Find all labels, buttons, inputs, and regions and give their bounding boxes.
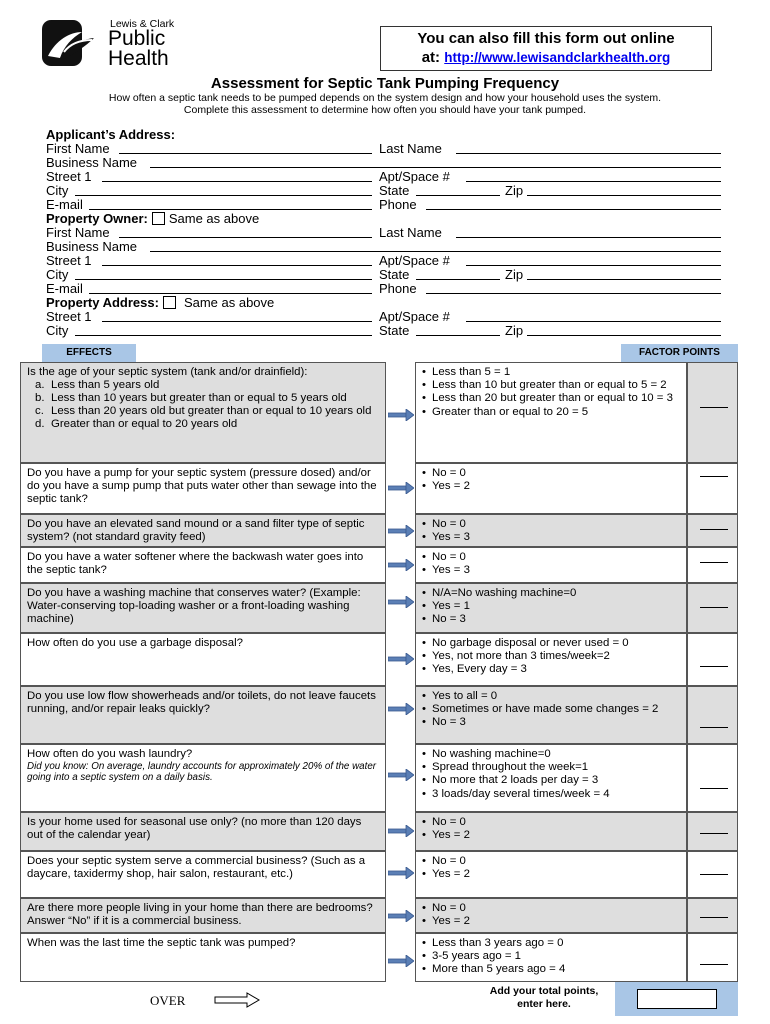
table-row	[20, 463, 738, 514]
label-apt: Apt/Space #	[379, 253, 450, 268]
option-key: c.	[35, 405, 44, 417]
arrow-right-icon	[388, 825, 414, 837]
table-row	[20, 583, 738, 633]
online-form-notice	[380, 26, 712, 71]
answer-cell	[415, 362, 687, 463]
label-phone: Phone	[379, 281, 417, 296]
laundry-note: Did you know: On average, laundry accounts for approximately 20% of the water going into a septic system on a daily basis.	[27, 761, 377, 783]
table-row	[20, 744, 738, 812]
arrow-right-icon	[388, 769, 414, 781]
question-cell: When was the last time the septic tank was pumped?	[20, 933, 386, 982]
answer-option: • No = 0	[422, 551, 682, 564]
table-row	[20, 898, 738, 933]
owner-first-name-field[interactable]	[119, 225, 372, 238]
applicant-apt-field[interactable]	[466, 169, 721, 182]
answer-option: • Yes = 1	[422, 600, 682, 613]
owner-phone-field[interactable]	[426, 281, 721, 294]
owner-heading: Property Owner:	[46, 211, 148, 226]
logo	[42, 18, 212, 70]
answer-option: • Yes, Every day = 3	[422, 663, 682, 676]
factor-points-header: FACTOR POINTS	[621, 344, 738, 362]
table-row	[20, 633, 738, 686]
answer-cell	[415, 514, 687, 547]
property-state-field[interactable]	[416, 323, 500, 336]
logo-org: Lewis & Clark	[110, 18, 175, 30]
arrow-right-icon	[388, 596, 414, 608]
label-last-name: Last Name	[379, 141, 442, 156]
label-city: City	[46, 267, 69, 282]
property-same-checkbox[interactable]	[163, 296, 176, 309]
table-row	[20, 812, 738, 851]
answer-option: • Less than 5 = 1	[422, 366, 682, 379]
answer-option: • No more that 2 loads per day = 3	[422, 774, 682, 787]
label-first-name: First Name	[46, 225, 110, 240]
label-city: City	[46, 183, 69, 198]
arrow-right-icon	[388, 559, 414, 571]
arrow-right-icon	[388, 955, 414, 967]
label-business-name: Business Name	[46, 155, 138, 170]
answer-option: • 3-5 years ago = 1	[422, 950, 682, 963]
option-text: Greater than or equal to 20 years old	[51, 418, 238, 430]
answer-option: • Yes = 2	[422, 829, 682, 842]
answer-option: • More than 5 years ago = 4	[422, 963, 682, 976]
points-field[interactable]	[687, 362, 738, 463]
table-row	[20, 851, 738, 898]
option-key: a.	[35, 379, 45, 391]
label-city: City	[46, 323, 69, 338]
total-points-area	[615, 982, 738, 1016]
answer-option: • No = 0	[422, 816, 682, 829]
points-field[interactable]	[687, 633, 738, 686]
question-cell	[20, 362, 386, 463]
answer-option: • No = 3	[422, 716, 682, 729]
answer-cell	[415, 583, 687, 633]
label-phone: Phone	[379, 197, 417, 212]
points-field[interactable]	[687, 898, 738, 933]
applicant-email-field[interactable]	[89, 197, 372, 210]
applicant-city-field[interactable]	[75, 183, 372, 196]
label-zip: Zip	[505, 323, 524, 338]
label-email: E-mail	[46, 281, 83, 296]
answer-option: • No = 0	[422, 518, 682, 531]
owner-same-label: Same as above	[168, 211, 260, 226]
label-zip: Zip	[505, 267, 524, 282]
answer-cell	[415, 898, 687, 933]
question-cell: Do you use low flow showerheads and/or toilets, do not leave faucets running, and/or repair leaks quickly?	[20, 686, 386, 744]
answer-option: • No garbage disposal or never used = 0	[422, 637, 682, 650]
over-label: OVER	[150, 993, 186, 1008]
subtitle-1: How often a septic tank needs to be pumped depends on the system design and how your household uses the system.	[108, 92, 662, 104]
property-heading: Property Address:	[46, 295, 159, 310]
answer-option: • Yes to all = 0	[422, 690, 682, 703]
points-field[interactable]	[687, 933, 738, 982]
question-cell: Do you have a pump for your septic system (pressure dosed) and/or do you have a sump pump that puts water other than sewage into the septic tank?	[20, 463, 386, 514]
answer-option: • Yes = 2	[422, 480, 682, 493]
answer-option: • N/A=No washing machine=0	[422, 587, 682, 600]
answer-option: • Greater than or equal to 20 = 5	[422, 406, 682, 419]
applicant-first-name-field[interactable]	[119, 141, 372, 154]
age-options	[27, 379, 379, 431]
points-field[interactable]	[687, 514, 738, 547]
question-cell: How often do you use a garbage disposal?	[20, 633, 386, 686]
table-row	[20, 514, 738, 547]
label-state: State	[379, 183, 410, 198]
answer-option: • Spread throughout the week=1	[422, 761, 682, 774]
subtitle-2: Complete this assessment to determine how often you should have your tank pumped.	[183, 104, 587, 116]
table-row	[20, 547, 738, 583]
answer-option: • Yes, not more than 3 times/week=2	[422, 650, 682, 663]
label-state: State	[379, 323, 410, 338]
question-cell: Are there more people living in your home than there are bedrooms? Answer “No” if it is a commercial business.	[20, 898, 386, 933]
answer-cell	[415, 633, 687, 686]
label-apt: Apt/Space #	[379, 169, 450, 184]
answer-option: • 3 loads/day several times/week = 4	[422, 788, 682, 801]
table-header	[42, 344, 738, 362]
answer-option: • Less than 20 but greater than or equal to 10 = 3	[422, 392, 682, 405]
answer-option: • Less than 3 years ago = 0	[422, 937, 682, 950]
arrow-right-icon	[388, 867, 414, 879]
answer-option: • No = 0	[422, 855, 682, 868]
applicant-last-name-field[interactable]	[456, 141, 721, 154]
property-city-field[interactable]	[75, 323, 372, 336]
owner-same-checkbox[interactable]	[152, 212, 165, 225]
label-street: Street 1	[46, 169, 92, 184]
online-line1: You can also fill this form out online	[417, 30, 675, 47]
answer-option: • Yes = 2	[422, 868, 682, 881]
answer-cell	[415, 547, 687, 583]
add-total-label: Add your total points, enter here.	[489, 985, 599, 1010]
applicant-zip-field[interactable]	[527, 183, 721, 196]
answer-cell	[415, 851, 687, 898]
owner-zip-field[interactable]	[527, 267, 721, 280]
arrow-right-icon	[388, 653, 414, 665]
points-field[interactable]	[687, 463, 738, 514]
answer-option: • Yes = 3	[422, 531, 682, 544]
points-field[interactable]	[687, 812, 738, 851]
logo-line2: Health	[108, 47, 169, 70]
owner-business-name-field[interactable]	[150, 239, 721, 252]
arrow-right-icon	[388, 910, 414, 922]
property-apt-field[interactable]	[466, 309, 721, 322]
label-state: State	[379, 267, 410, 282]
total-points-field[interactable]	[637, 989, 717, 1009]
label-first-name: First Name	[46, 141, 110, 156]
owner-apt-field[interactable]	[466, 253, 721, 266]
property-same-label: Same as above	[183, 295, 275, 310]
applicant-business-name-field[interactable]	[150, 155, 721, 168]
question-cell: Is your home used for seasonal use only? (no more than 120 days out of the calendar year)	[20, 812, 386, 851]
points-field[interactable]	[687, 547, 738, 583]
answer-option: • Sometimes or have made some changes = 2	[422, 703, 682, 716]
property-zip-field[interactable]	[527, 323, 721, 336]
logo-leaf-icon	[42, 20, 100, 66]
answer-cell	[415, 933, 687, 982]
answer-option: • No washing machine=0	[422, 748, 682, 761]
option-key: d.	[35, 418, 45, 430]
arrow-right-icon	[388, 703, 414, 715]
points-field[interactable]	[687, 744, 738, 812]
label-zip: Zip	[505, 183, 524, 198]
question-text: Is the age of your septic system (tank and/or drainfield):	[27, 366, 308, 378]
applicant-street-field[interactable]	[102, 169, 372, 182]
points-field[interactable]	[687, 583, 738, 633]
label-street: Street 1	[46, 253, 92, 268]
table-row	[20, 362, 738, 463]
owner-city-field[interactable]	[75, 267, 372, 280]
effects-header: EFFECTS	[42, 344, 136, 362]
question-text: How often do you wash laundry?	[27, 748, 193, 760]
option-key: b.	[35, 392, 45, 404]
answer-option: • Less than 10 but greater than or equal to 5 = 2	[422, 379, 682, 392]
page-title: Assessment for Septic Tank Pumping Frequency	[210, 75, 560, 92]
owner-last-name-field[interactable]	[456, 225, 721, 238]
label-apt: Apt/Space #	[379, 309, 450, 324]
website-link[interactable]: http://www.lewisandclarkhealth.org	[444, 50, 671, 65]
question-cell: Does your septic system serve a commercial business? (Such as a daycare, taxidermy shop, hair salon, restaurant, etc.)	[20, 851, 386, 898]
answer-cell	[415, 463, 687, 514]
owner-street-field[interactable]	[102, 253, 372, 266]
owner-state-field[interactable]	[416, 267, 500, 280]
question-cell: Do you have a washing machine that conserves water? (Example: Water-conserving top-loading washer or a front-loading washing machine)	[20, 583, 386, 633]
online-prefix: at:	[421, 49, 441, 66]
points-field[interactable]	[687, 851, 738, 898]
answer-option: • Yes = 3	[422, 564, 682, 577]
label-email: E-mail	[46, 197, 83, 212]
answer-option: • No = 3	[422, 613, 682, 626]
answer-option: • No = 0	[422, 467, 682, 480]
arrow-right-icon	[388, 409, 414, 421]
table-row	[20, 686, 738, 744]
option-text: Less than 20 years old but greater than or equal to 10 years old	[51, 405, 372, 417]
arrow-right-outline-icon	[214, 992, 260, 1008]
option-text: Less than 5 years old	[51, 379, 160, 391]
label-last-name: Last Name	[379, 225, 442, 240]
question-cell: Do you have an elevated sand mound or a sand filter type of septic system? (not standard gravity feed)	[20, 514, 386, 547]
answer-option: • No = 0	[422, 902, 682, 915]
answer-option: • Yes = 2	[422, 915, 682, 928]
question-cell	[20, 744, 386, 812]
applicant-phone-field[interactable]	[426, 197, 721, 210]
answer-cell	[415, 744, 687, 812]
question-cell: Do you have a water softener where the backwash water goes into the septic tank?	[20, 547, 386, 583]
applicant-heading: Applicant’s Address:	[46, 127, 176, 142]
label-street: Street 1	[46, 309, 92, 324]
arrow-right-icon	[388, 482, 414, 494]
logo-line1: Public	[108, 27, 166, 50]
applicant-state-field[interactable]	[416, 183, 500, 196]
property-street-field[interactable]	[102, 309, 372, 322]
answer-cell	[415, 812, 687, 851]
points-field[interactable]	[687, 686, 738, 744]
arrow-right-icon	[388, 525, 414, 537]
answer-cell	[415, 686, 687, 744]
option-text: Less than 10 years but greater than or equal to 5 years old	[51, 392, 347, 404]
owner-email-field[interactable]	[89, 281, 372, 294]
label-business-name: Business Name	[46, 239, 138, 254]
table-row	[20, 933, 738, 982]
